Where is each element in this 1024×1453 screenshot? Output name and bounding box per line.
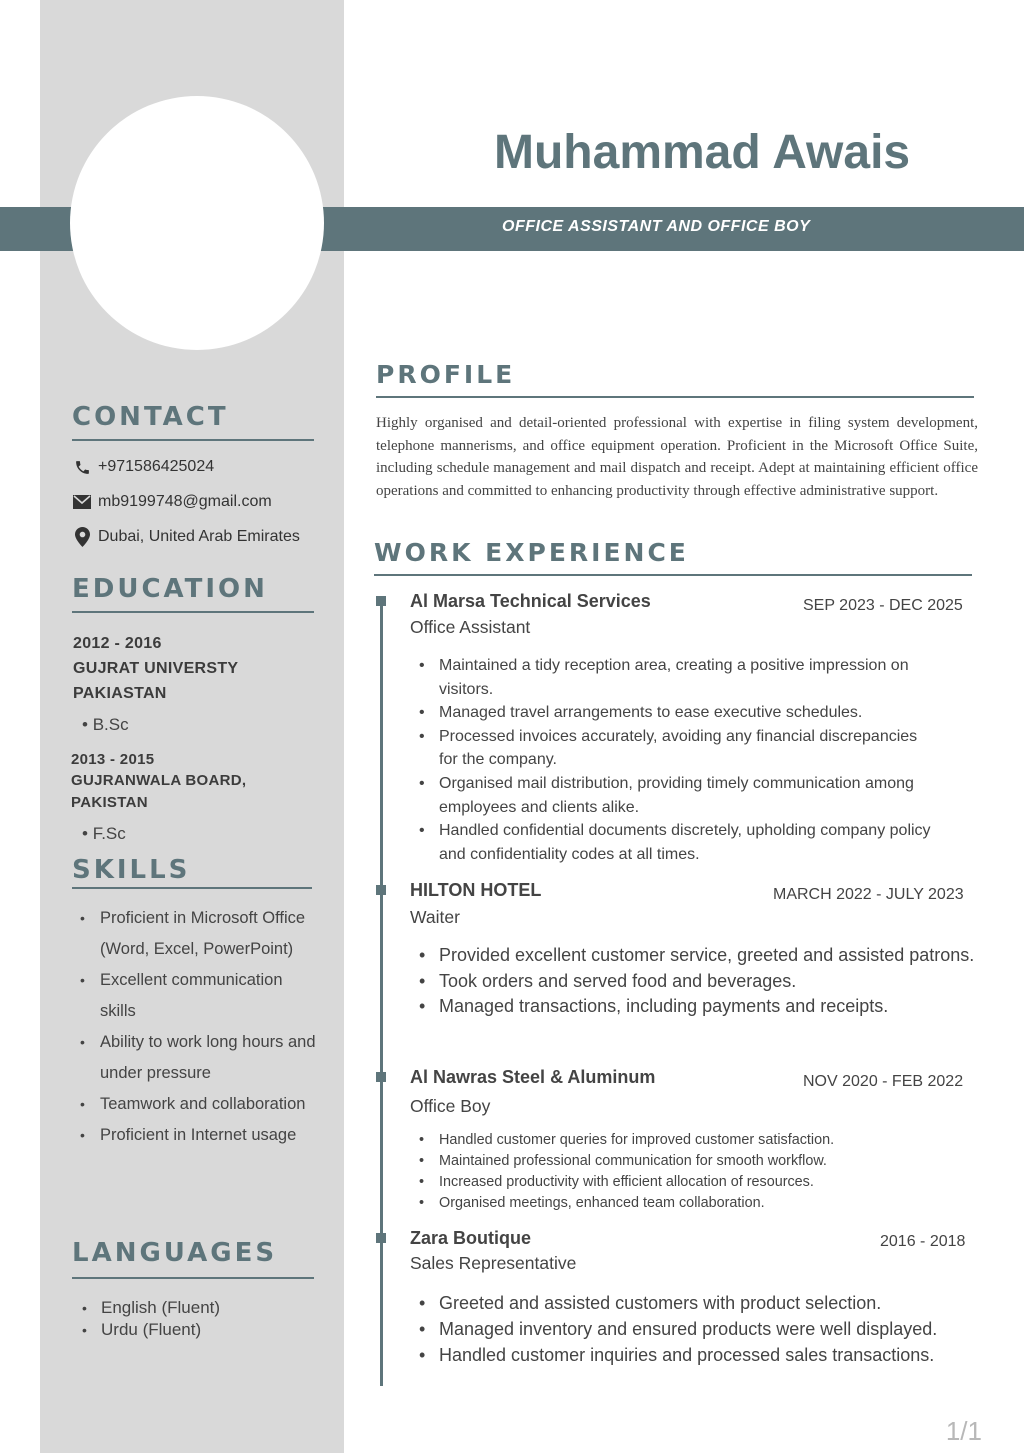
job-4-role: Sales Representative <box>410 1253 577 1273</box>
job-bullet: • Managed inventory and ensured products were well displayed. <box>419 1316 979 1342</box>
location-pin-icon <box>72 527 92 547</box>
edu-2-years: 2013 - 2015 <box>71 751 155 768</box>
timeline-marker <box>376 1072 386 1082</box>
job-2-role: Waiter <box>410 907 460 927</box>
job-1-bullets <box>419 654 939 866</box>
edu-1-degree: • B.Sc <box>82 715 129 734</box>
languages-heading: LANGUAGES <box>72 1238 278 1268</box>
skill-item: • Ability to work long hours and under pressure <box>80 1027 320 1089</box>
job-4-bullets <box>419 1290 979 1368</box>
job-bullet: • Increased productivity with efficient allocation of resources. <box>419 1172 939 1193</box>
job-bullet: • Processed invoices accurately, avoiding any financial discrepancies for the company. <box>419 725 939 772</box>
job-1-company: Al Marsa Technical Services <box>410 591 651 611</box>
skills-rule <box>72 887 312 889</box>
job-bullet: • Handled customer queries for improved customer satisfaction. <box>419 1130 939 1151</box>
edu-1-years: 2012 - 2016 <box>73 635 162 652</box>
language-item: • Urdu (Fluent) <box>82 1319 220 1341</box>
candidate-name: Muhammad Awais <box>494 126 911 179</box>
skill-item: • Teamwork and collaboration <box>80 1089 320 1120</box>
timeline-line <box>380 600 383 1386</box>
edu-2-degree: • F.Sc <box>82 824 126 843</box>
education-heading: EDUCATION <box>72 574 268 604</box>
job-2-company: HILTON HOTEL <box>410 880 542 900</box>
profile-heading: PROFILE <box>376 360 516 389</box>
job-bullet: • Organised meetings, enhanced team collaboration. <box>419 1193 939 1214</box>
profile-rule <box>376 396 974 398</box>
job-2-dates: MARCH 2022 - JULY 2023 <box>773 886 964 903</box>
job-bullet: • Managed travel arrangements to ease executive schedules. <box>419 701 939 725</box>
timeline-marker <box>376 885 386 895</box>
job-3-dates: NOV 2020 - FEB 2022 <box>803 1073 964 1090</box>
timeline-marker <box>376 596 386 606</box>
job-bullet: • Greeted and assisted customers with product selection. <box>419 1290 979 1316</box>
contact-rule <box>72 439 314 441</box>
work-experience-rule <box>374 574 972 576</box>
job-bullet: • Organised mail distribution, providing timely communication among employees and clients alike. <box>419 772 939 819</box>
job-1-dates: SEP 2023 - DEC 2025 <box>803 597 963 614</box>
job-title: OFFICE ASSISTANT AND OFFICE BOY <box>502 218 811 235</box>
education-rule <box>72 611 314 613</box>
contact-location <box>72 527 300 547</box>
job-3-bullets <box>419 1130 939 1214</box>
edu-2-school: GUJRANWALA BOARD, <box>71 772 247 789</box>
job-3-company: Al Nawras Steel & Aluminum <box>410 1067 656 1087</box>
phone-text: +971586425024 <box>98 458 215 475</box>
profile-summary: Highly organised and detail-oriented professional with expertise in filing system development, telephone mannerisms, and office equipment operation. Proficient in the Microsoft Office Suite, including schedule management and mail dispatch and receipt. Adept at maintaining efficient office operations and committed to enhancing productivity through effective administrative support. <box>376 415 978 499</box>
skills-heading: SKILLS <box>72 855 191 885</box>
edu-1-school: GUJRAT UNIVERSTY <box>73 660 239 677</box>
edu-1-country: PAKIASTAN <box>73 685 167 702</box>
language-item: • English (Fluent) <box>82 1297 220 1319</box>
phone-icon <box>72 457 92 477</box>
job-bullet: • Managed transactions, including payments and receipts. <box>419 994 979 1020</box>
mail-icon <box>72 492 92 512</box>
job-4-dates: 2016 - 2018 <box>880 1233 966 1250</box>
location-text: Dubai, United Arab Emirates <box>98 528 300 545</box>
job-bullet: • Handled confidential documents discretely, upholding company policy and confidentiality codes at all times. <box>419 819 939 866</box>
skills-list <box>80 903 320 1151</box>
page-number: 1/1 <box>945 1416 982 1446</box>
languages-rule <box>72 1277 314 1279</box>
job-1-role: Office Assistant <box>410 617 531 637</box>
skill-item: • Excellent communication skills <box>80 965 320 1027</box>
skill-item: • Proficient in Internet usage <box>80 1120 320 1151</box>
job-bullet: • Maintained a tidy reception area, creating a positive impression on visitors. <box>419 654 939 701</box>
profile-photo-placeholder <box>78 104 316 342</box>
job-bullet: • Provided excellent customer service, greeted and assisted patrons. <box>419 943 979 969</box>
contact-email[interactable] <box>72 492 272 512</box>
timeline-marker <box>376 1233 386 1243</box>
languages-list <box>82 1297 220 1341</box>
job-4-company: Zara Boutique <box>410 1228 532 1248</box>
edu-2-country: PAKISTAN <box>71 794 148 811</box>
job-2-bullets <box>419 943 979 1020</box>
job-bullet: • Maintained professional communication for smooth workflow. <box>419 1151 939 1172</box>
job-bullet: • Handled customer inquiries and processed sales transactions. <box>419 1342 979 1368</box>
job-bullet: • Took orders and served food and beverages. <box>419 969 979 995</box>
skill-item: • Proficient in Microsoft Office (Word, Excel, PowerPoint) <box>80 903 320 965</box>
edu-1-degree-text: B.Sc <box>92 715 129 734</box>
job-3-role: Office Boy <box>410 1096 491 1116</box>
email-text: mb9199748@gmail.com <box>98 493 272 510</box>
work-experience-heading: WORK EXPERIENCE <box>374 538 689 567</box>
edu-2-degree-text: F.Sc <box>92 824 126 843</box>
contact-phone[interactable] <box>72 457 214 477</box>
contact-heading: CONTACT <box>72 402 229 432</box>
